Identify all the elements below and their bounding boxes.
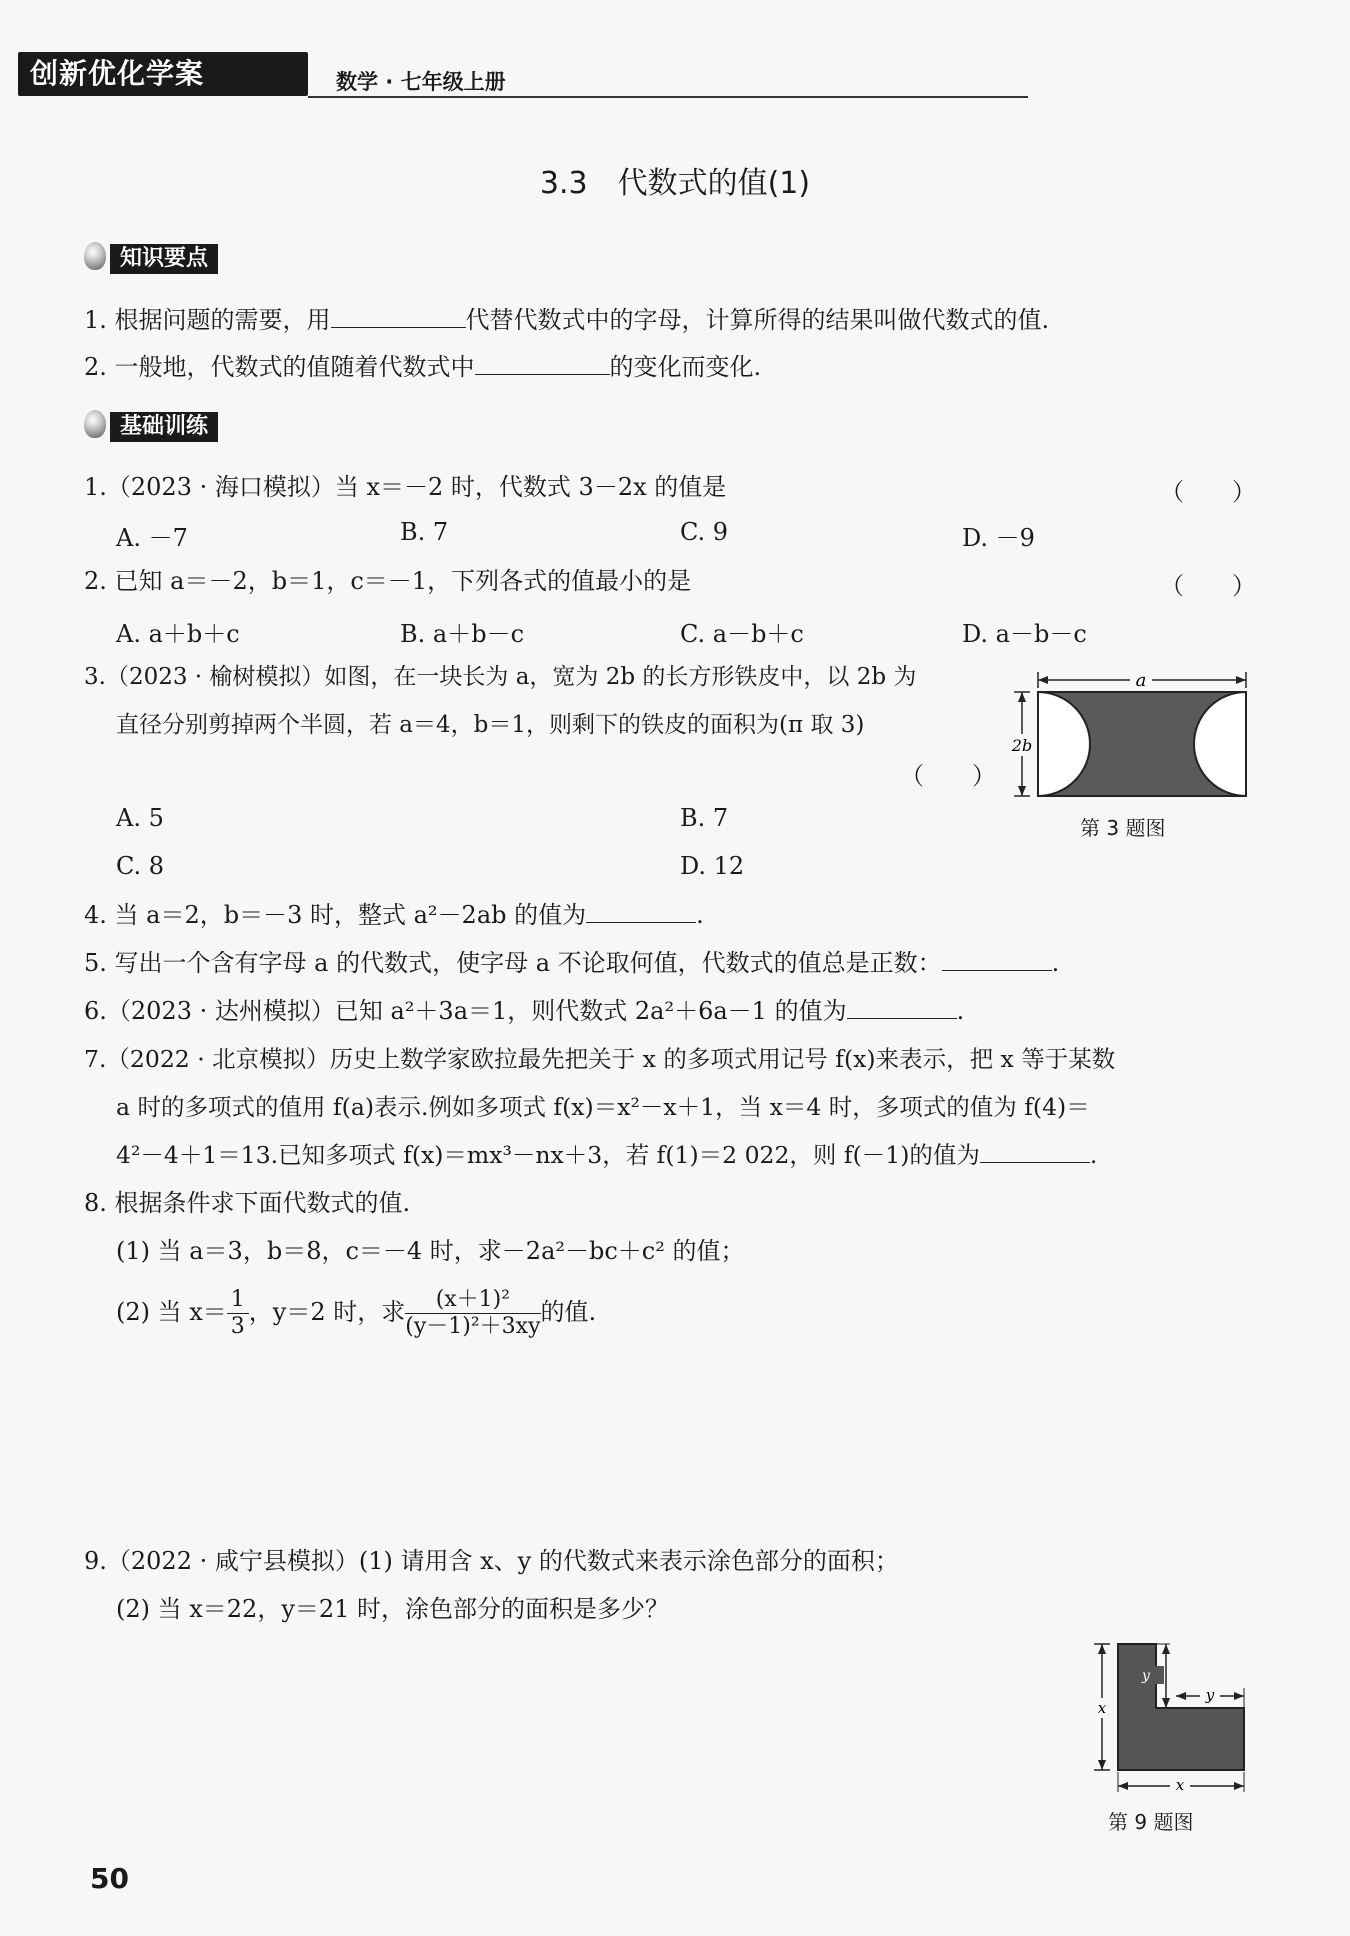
brand-logo: 创新优化学案 [30,57,205,90]
fraction-expression: $\frac{\text{(x＋1)²}}{\text{(y－1)²＋3xy}}$ [405,1287,541,1339]
option-c[interactable]: C. 8 [116,852,165,880]
question-7-line3: 4²－4＋1＝13.已知多项式 f(x)＝mx³－nx＋3，若 f(1)＝2 022，则 f(－1)的值为 . [116,1141,1098,1169]
section-label: 知识要点 [110,244,218,274]
question-8-sub2: (2) 当 x＝ $\frac{1}{3}$ ，y＝2 时，求 $\frac{\text{(x＋1)²}}{\text{(y－1)²＋3xy}}$ 的值. [116,1287,597,1339]
fill-blank[interactable] [331,305,466,328]
shaded-region [1118,1644,1244,1770]
question-5: 5. 写出一个含有字母 a 的代数式，使字母 a 不论取何值，代数式的值总是正数： . [84,949,1060,977]
knowledge-item-1: 1. 根据问题的需要，用 代替代数式中的字母，计算所得的结果叫做代数式的值. [84,306,1050,334]
fill-blank[interactable] [586,900,696,923]
label-x-bottom: x [1175,1776,1185,1794]
subject-label: 数学 · 七年级上册 [336,70,506,94]
fraction-one-third: $\frac{1}{3}$ [227,1287,249,1340]
page-title: 3.3 代数式的值(1) [539,166,811,201]
question-9-line2: (2) 当 x＝22，y＝21 时，涂色部分的面积是多少？ [116,1595,670,1623]
answer-paren[interactable]: （ ） [1160,478,1256,506]
label-a: a [1135,670,1147,691]
question-2: 2. 已知 a＝－2，b＝1，c＝－1，下列各式的值最小的是 [84,567,692,595]
option-b[interactable]: B. 7 [400,518,449,546]
section-label: 基础训练 [110,412,218,442]
option-a[interactable]: A. －7 [116,524,188,552]
lightbulb-icon [84,410,106,438]
question-3-line2: 直径分别剪掉两个半圆，若 a＝4，b＝1，则剩下的铁皮的面积为(π 取 3) [116,712,865,738]
knowledge-item-2: 2. 一般地，代数式的值随着代数式中 的变化而变化. [84,353,762,381]
option-c[interactable]: C. 9 [680,518,729,546]
section-knowledge-header [84,242,304,276]
header-divider [308,96,1028,98]
option-a[interactable]: A. a＋b＋c [116,620,240,648]
question-4: 4. 当 a＝2，b＝－3 时，整式 a²－2ab 的值为 . [84,901,704,929]
figure-9-caption: 第 9 题图 [1108,1810,1194,1834]
label-y-inner: y [1142,1668,1150,1684]
fill-blank[interactable] [847,996,957,1019]
option-d[interactable]: D. a－b－c [962,620,1087,648]
question-3-line1: 3.（2023 · 榆树模拟）如图，在一块长为 a，宽为 2b 的长方形铁皮中，以 2b 为 [84,664,917,690]
question-8: 8. 根据条件求下面代数式的值. [84,1189,411,1217]
option-b[interactable]: B. a＋b－c [400,620,525,648]
label-x-left: x [1097,1699,1107,1717]
label-2b: 2b [1011,736,1033,755]
fill-blank[interactable] [980,1140,1090,1163]
page-number: 50 [90,1862,129,1895]
question-7-line1: 7.（2022 · 北京模拟）历史上数学家欧拉最先把关于 x 的多项式用记号 f(x)来表示，把 x 等于某数 [84,1045,1116,1073]
figure-9-diagram [1080,1630,1270,1810]
option-d[interactable]: D. 12 [680,852,745,880]
figure-3-caption: 第 3 题图 [1080,816,1166,840]
option-a[interactable]: A. 5 [116,804,164,832]
fill-blank[interactable] [942,948,1052,971]
question-6: 6.（2023 · 达州模拟）已知 a²＋3a＝1，则代数式 2a²＋6a－1 的值为 . [84,997,965,1025]
section-training-header [84,410,304,444]
question-7-line2: a 时的多项式的值用 f(a)表示.例如多项式 f(x)＝x²－x＋1，当 x＝4 时，多项式的值为 f(4)＝ [116,1093,1090,1121]
question-9-line1: 9.（2022 · 咸宁县模拟）(1) 请用含 x、y 的代数式来表示涂色部分的面积； [84,1547,899,1575]
lightbulb-icon [84,242,106,270]
answer-paren[interactable]: （ ） [1160,572,1256,600]
question-8-sub1: (1) 当 a＝3，b＝8，c＝－4 时，求－2a²－bc＋c² 的值； [116,1237,745,1265]
option-c[interactable]: C. a－b＋c [680,620,804,648]
label-y-right: y [1205,1686,1215,1704]
fill-blank[interactable] [475,352,610,375]
question-1: 1.（2023 · 海口模拟）当 x＝－2 时，代数式 3－2x 的值是 [84,473,727,501]
answer-paren[interactable]: （ ） [900,762,996,790]
option-b[interactable]: B. 7 [680,804,729,832]
option-d[interactable]: D. －9 [962,524,1035,552]
